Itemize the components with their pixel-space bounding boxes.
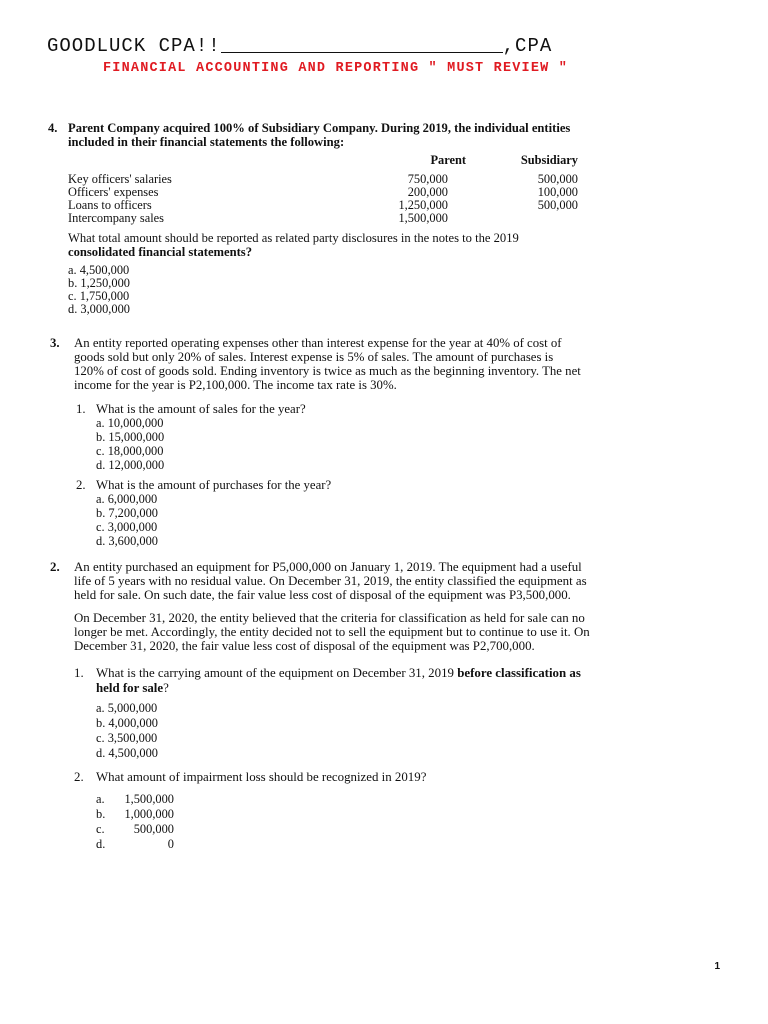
- question-stem: An entity reported operating expenses other than interest expense for the year at 40% of cost of: [74, 336, 562, 350]
- answer-option: a. 10,000,000: [96, 416, 164, 430]
- answer-option: d. 4,500,000: [96, 746, 158, 760]
- sub-question-text: What amount of impairment loss should be recognized in 2019?: [96, 770, 427, 784]
- question-stem: life of 5 years with no residual value. On December 31, 2019, the entity classified the equipment as: [74, 574, 587, 588]
- answer-option: a. 5,000,000: [96, 701, 158, 715]
- table-row: Key officers' salaries 750,000 500,000: [68, 172, 578, 186]
- answer-option: b. 7,200,000: [96, 506, 158, 520]
- header-title: GOODLUCK CPA!!: [47, 35, 221, 57]
- question-stem: An entity purchased an equipment for P5,000,000 on January 1, 2019. The equipment had a useful: [74, 560, 582, 574]
- answer-option: c. 3,000,000: [96, 520, 158, 534]
- question-stem: Parent Company acquired 100% of Subsidiary Company. During 2019, the individual entities: [68, 121, 571, 135]
- question-stem: On December 31, 2020, the entity believed that the criteria for classification as held for sale can no: [74, 611, 585, 625]
- table-row: Intercompany sales 1,500,000: [68, 211, 448, 225]
- question-stem: goods sold but only 20% of sales. Interest expense is 5% of sales. The amount of purchases is: [74, 350, 554, 364]
- answer-option: d. 3,000,000: [68, 302, 130, 316]
- sub-question-text: What is the amount of sales for the year?: [96, 402, 306, 416]
- question-stem: 120% of cost of goods sold. Ending inventory is twice as much as the beginning inventory. The net: [74, 364, 581, 378]
- question-number: 2.: [50, 560, 60, 574]
- question-number: 4.: [48, 121, 58, 135]
- question-stem: December 31, 2020, the fair value less cost of disposal of the equipment was P2,700,000.: [74, 639, 535, 653]
- sub-question-text-cont: held for sale?: [96, 681, 169, 695]
- question-3-block: [40, 330, 660, 552]
- answer-option: a. 4,500,000: [68, 263, 130, 277]
- question-4-block: [40, 112, 608, 324]
- sub-question-number: 1.: [74, 666, 84, 680]
- answer-option: c. 1,750,000: [68, 289, 130, 303]
- answer-option: c. 3,500,000: [96, 731, 158, 745]
- page-header: [47, 34, 552, 57]
- answer-option: d. 3,600,000: [96, 534, 158, 548]
- answer-option: b. 1,250,000: [68, 276, 130, 290]
- question-number: 3.: [50, 336, 60, 350]
- question-text: consolidated financial statements?: [68, 245, 253, 259]
- answer-option-value: 1,000,000: [124, 807, 174, 821]
- sub-question-text: What is the carrying amount of the equipment on December 31, 2019 before classification as: [96, 666, 581, 680]
- answer-option: b. 15,000,000: [96, 430, 165, 444]
- question-stem: included in their financial statements the following:: [68, 135, 345, 149]
- header-subtitle: FINANCIAL ACCOUNTING AND REPORTING " MUST REVIEW ": [103, 61, 569, 76]
- answer-option: b. 4,000,000: [96, 716, 158, 730]
- question-text: What total amount should be reported as related party disclosures in the notes to the 2019: [68, 231, 519, 245]
- answer-option-value: 1,500,000: [124, 792, 174, 806]
- page-number: 1: [714, 961, 720, 972]
- answer-option-letter: d.: [96, 837, 106, 851]
- answer-option-letter: b.: [96, 807, 106, 821]
- sub-question-number: 2.: [74, 770, 84, 784]
- column-header-parent: Parent: [430, 153, 466, 167]
- question-stem: held for sale. On such date, the fair value less cost of disposal of the equipment was P3,500,000.: [74, 588, 571, 602]
- name-blank-line: [221, 34, 503, 53]
- table-row: Officers' expenses 200,000 100,000: [68, 185, 578, 199]
- answer-option-letter: a.: [96, 792, 105, 806]
- question-stem: longer be met. Accordingly, the entity decided not to sell the equipment but to continue to use it. On: [74, 625, 590, 639]
- sub-question-text: What is the amount of purchases for the year?: [96, 478, 332, 492]
- answer-option-value: 0: [167, 837, 174, 851]
- related-party-table: [68, 154, 578, 225]
- question-2-block: [40, 556, 665, 856]
- answer-option: d. 12,000,000: [96, 458, 165, 472]
- answer-option: c. 18,000,000: [96, 444, 164, 458]
- table-row: Loans to officers 1,250,000 500,000: [68, 198, 578, 212]
- column-header-subsidiary: Subsidiary: [520, 153, 578, 167]
- question-stem: income for the year is P2,100,000. The income tax rate is 30%.: [74, 378, 397, 392]
- answer-option-letter: c.: [96, 822, 105, 836]
- answer-option: a. 6,000,000: [96, 492, 158, 506]
- answer-option-value: 500,000: [133, 822, 174, 836]
- sub-question-number: 1.: [76, 402, 86, 416]
- sub-question-number: 2.: [76, 478, 86, 492]
- header-title-suffix: ,CPA: [502, 35, 553, 57]
